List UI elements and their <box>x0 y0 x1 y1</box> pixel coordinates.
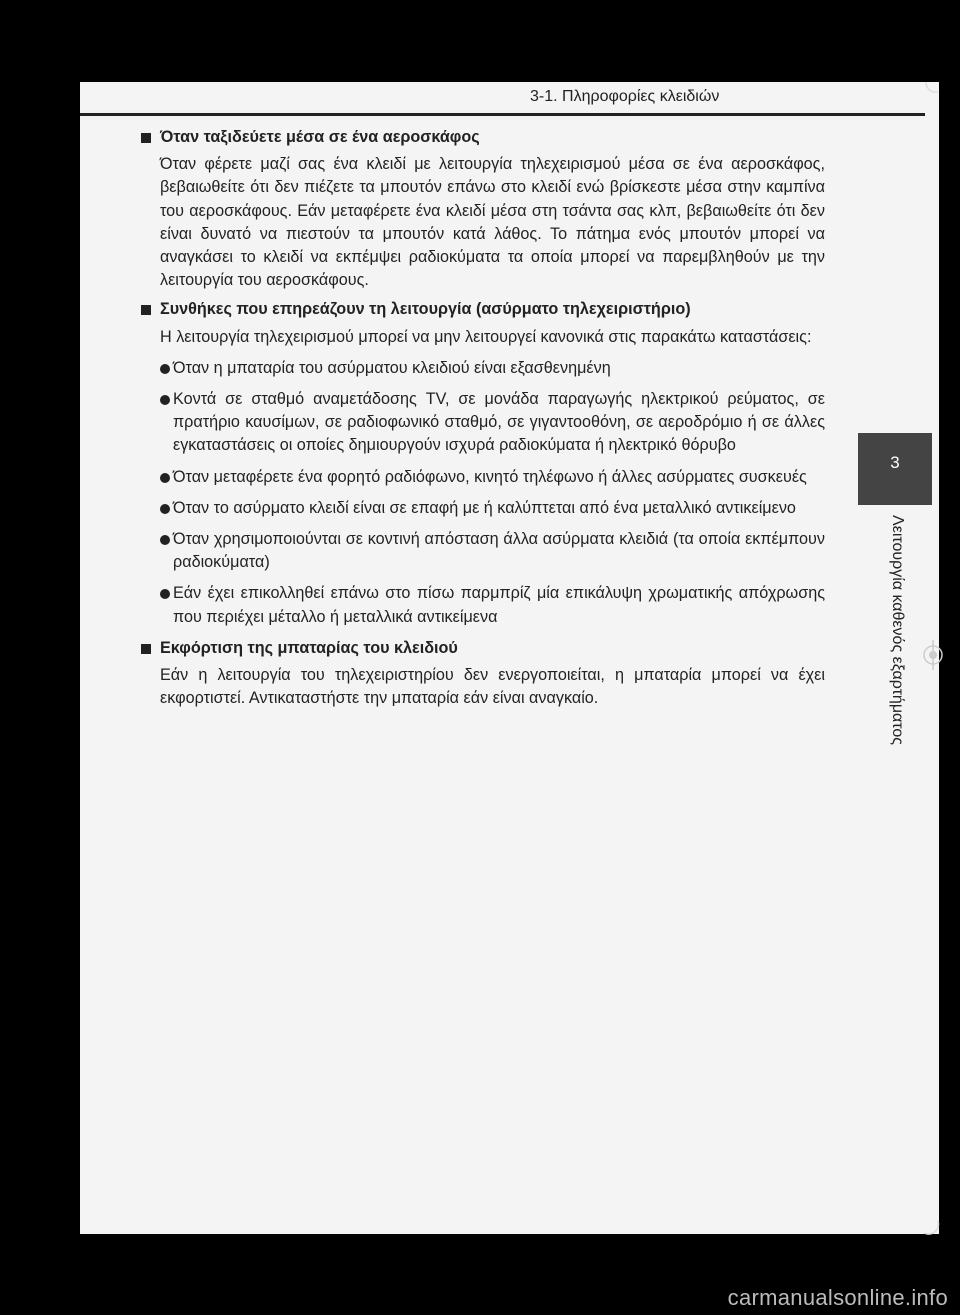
header-rule <box>80 113 925 116</box>
crop-mark-icon <box>924 80 944 100</box>
watermark: carmanualsonline.info <box>727 1285 948 1310</box>
section-body: Η λειτουργία τηλεχειρισμού μπορεί να μην λειτουργεί κανονικά στις παρακάτω καταστάσεις: <box>160 327 812 346</box>
list-item: Όταν χρησιμοποιούνται σε κοντινή απόσταση άλλα ασύρματα κλειδιά (τα οποία εκπέμπουν ραδιοκύματα) <box>160 528 825 574</box>
section-conditions <box>135 298 825 628</box>
list-item: Όταν το ασύρματο κλειδί είναι σε επαφή με ή καλύπτεται από ένα μεταλλικό αντικείμενο <box>160 497 825 520</box>
page-content <box>135 126 825 713</box>
section-title: Όταν ταξιδεύετε μέσα σε ένα αεροσκάφος <box>135 126 825 149</box>
section-body: Εάν η λειτουργία του τηλεχειριστηρίου δεν ενεργοποιείται, η μπαταρία μπορεί να έχει εκφορτιστεί. Αντικαταστήστε την μπαταρία εάν είναι αναγκαίο. <box>160 666 825 708</box>
condition-list <box>135 357 825 629</box>
list-item: Κοντά σε σταθμό αναμετάδοσης TV, σε μονάδα παραγωγής ηλεκτρικού ρεύματος, σε πρατήριο καυσίμων, σε ραδιοφωνικό σταθμό, σε γιγαντοοθόνη, σε αεροδρόμιο ή σε άλλες εγκαταστάσεις οι οποίες δημιουργούν ισχυρά ραδιοκύματα ή ηλεκτρικό θόρυβο <box>160 388 825 458</box>
section-header: 3-1. Πληροφορίες κλειδιών <box>530 88 720 105</box>
round-bullet-icon <box>160 535 170 545</box>
section-title: Εκφόρτιση της μπαταρίας του κλειδιού <box>135 637 825 660</box>
square-bullet-icon <box>141 305 151 315</box>
section-body: Όταν φέρετε μαζί σας ένα κλειδί με λειτουργία τηλεχειρισμού μέσα σε ένα αεροσκάφος, βεβαιωθείτε ότι δεν πιέζετε τα μπουτόν επάνω στο κλειδί ενώ βρίσκεστε μέσα στην καμπίνα του αεροσκάφους. Εάν μεταφέρετε ένα κλειδί μέσα στη τσάντα σας κλπ, βεβαιωθείτε ότι δεν είναι δυνατό να πιεστούν τα μπουτόν κατά λάθος. Το πάτημα ενός μπουτόν μπορεί να αναγκάσει το κλειδί να εκπέμψει ραδιοκύματα τα οποία μπορεί να παρεμβληθούν με την λειτουργία του αεροσκάφους. <box>160 155 825 290</box>
crop-mark-icon <box>922 1215 944 1237</box>
square-bullet-icon <box>141 644 151 654</box>
round-bullet-icon <box>160 589 170 599</box>
list-item: Όταν η μπαταρία του ασύρματου κλειδιού είναι εξασθενημένη <box>160 357 825 380</box>
round-bullet-icon <box>160 395 170 405</box>
section-battery <box>135 637 825 711</box>
list-item: Όταν μεταφέρετε ένα φορητό ραδιόφωνο, κινητό τηλέφωνο ή άλλες ασύρματες συσκευές <box>160 466 825 489</box>
round-bullet-icon <box>160 473 170 483</box>
list-item: Εάν έχει επικολληθεί επάνω στο πίσω παρμπρίζ μία επικάλυψη χρωματικής απόχρωσης που περιέχει μέταλλο ή μεταλλικά αντικείμενα <box>160 582 825 628</box>
section-title: Συνθήκες που επηρεάζουν τη λειτουργία (ασύρματο τηλεχειριστήριο) <box>135 298 825 321</box>
round-bullet-icon <box>160 504 170 514</box>
chapter-tab <box>858 433 932 505</box>
square-bullet-icon <box>141 133 151 143</box>
section-aircraft <box>135 126 825 292</box>
round-bullet-icon <box>160 364 170 374</box>
registration-mark-icon <box>918 640 948 670</box>
chapter-number: 3 <box>890 453 900 472</box>
chapter-label: Λειτουργία καθενός εξαρτήματος <box>889 515 906 745</box>
